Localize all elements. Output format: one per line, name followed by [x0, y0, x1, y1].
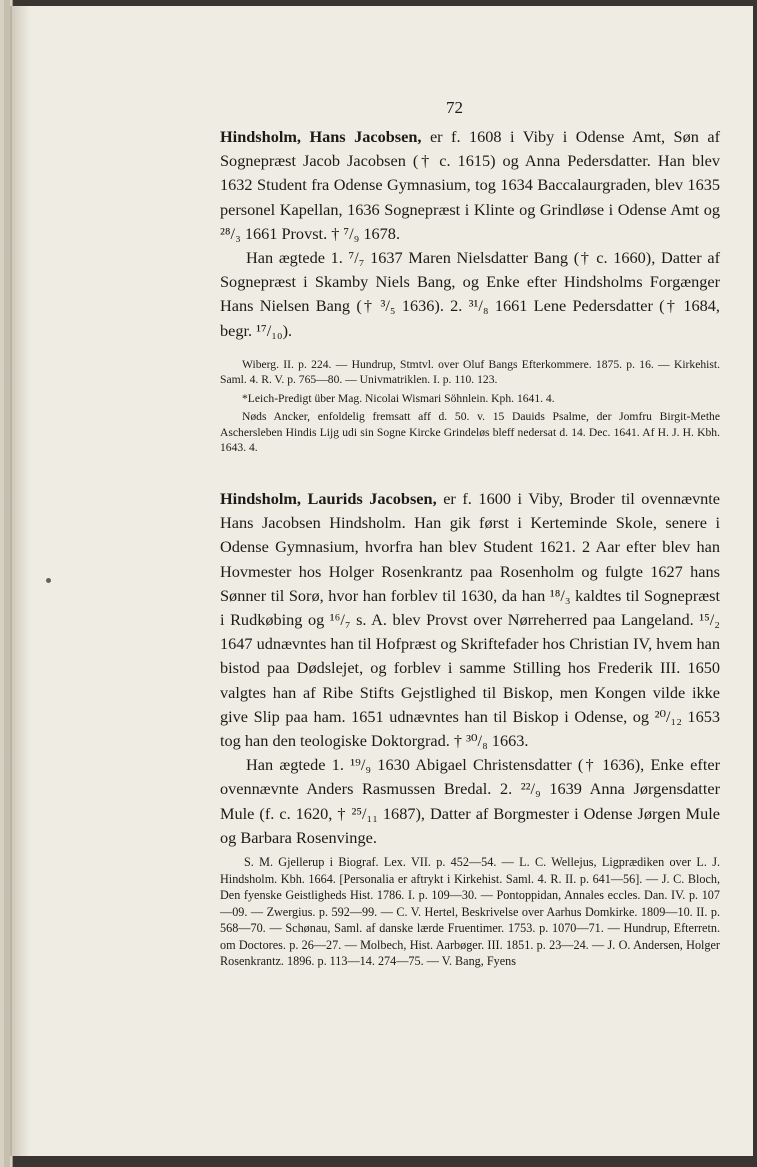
entry1-ref-1: Wiberg. II. p. 224. — Hundrup, Stmtvl. over Oluf Bangs Efterkommere. 1875. p. 16. — Kirkehist. Saml. 4. R. V. p. 765—80. — Univmatriklen. I. p. 110. 123.	[220, 358, 720, 387]
entry2-ref-1: S. M. Gjellerup i Biograf. Lex. VII. p. 452—54. — L. C. Wellejus, Ligprædiken over L. J. Hindsholm. Kbh. 1664. [Personalia er aftrykt i Kirkehist. Saml. 4. R. II. p. 641—56]. — J. C. Bloch, Den fyenske Geistligheds Hist. 1786. I. p. 109—30. — Pontoppidan, Annales eccles. Dan. IV. p. 107—09. — Zwergius. p. 592—99. — C. V. Hertel, Beskrivelse over Aarhus Domkirke. 1809—10. II. p. 568—70. — Schønau, Saml. af danske lærde Fruentimer. 1753. p. 1070—71. — Hundrup, Efterretn. om Doctores. p. 26—27. — Molbech, Hist. Aarbøger. III. 1851. p. 23—24. — J. O. Andersen, Holger Rosenkrantz. 1896. p. 113—14. 274—75. — V. Bang, Fyens	[220, 855, 720, 968]
entry1-marriage: Han ægtede 1. ⁷/₇ 1637 Maren Nielsdatter Bang († c. 1660), Datter af Sognepræst i Skamby Niels Bang, og Enke efter Hindsholms Forgænger Hans Nielsen Bang († ³/₅ 1636). 2. ³¹/₈ 1661 Lene Pedersdatter († 1684, begr. ¹⁷/₁₀).	[220, 248, 720, 340]
page-number: 72	[446, 98, 463, 117]
entry1-ref-2: *Leich-Predigt über Mag. Nicolai Wismari Söhnlein. Kph. 1641. 4.	[242, 391, 555, 405]
entry2-body: er f. 1600 i Viby, Broder til ovennævnte Hans Jacobsen Hindsholm. Han gik først i Kerteminde Skole, senere i Odense Gymnasium, hvorfra han blev Student 1621. 2 Aar efter blev han Hovmester hos Holger Rosenkrantz paa Rosenholm og fulgte 1627 hans Sønner til Sorø, hvor han forblev til 1630, da han ¹⁸/₃ kaldtes til Sognepræst i Rudkøbing og ¹⁶/₇ s. A. blev Provst over Nørreherred paa Langeland. ¹⁵/₂ 1647 udnævntes han til Hofpræst og Skriftefader hos Christian IV, hvem han bistod paa Dødslejet, og forblev i samme Stilling hos Frederik III. 1650 valgtes han af Ribe Stifts Gejstlighed til Biskop, men Kongen vilde ikke give Slip paa ham. 1651 udnævntes han til Biskop i Odense, og ²⁰/₁₂ 1653 tog han den teologiske Doktorgrad. † ³⁰/₈ 1663.	[220, 489, 720, 751]
entry1-heading: Hindsholm, Hans Jacobsen,	[220, 127, 422, 146]
entry2-references	[220, 854, 720, 972]
entry1-ref-3: Nøds Ancker, enfoldelig fremsatt aff d. 50. v. 15 Dauids Psalme, der Jomfru Birgit-Methe Aschersleben Hindis Lijg udi sin Sogne Kircke Grindeløs bleff nedersat d. 14. Dec. 1641. Af H. J. H. Kbh. 1643. 4.	[220, 410, 720, 455]
entry-laurids-jacobsen	[220, 487, 720, 850]
entry-hans-jacobsen	[220, 125, 720, 343]
entry1-references	[220, 357, 720, 458]
entry2-marriage: Han ægtede 1. ¹⁹/₉ 1630 Abigael Christensdatter († 1636), Enke efter ovennævnte Anders Rasmussen Bredal. 2. ²²/₉ 1639 Anna Jørgensdatter Mule (f. c. 1620, † ²⁵/₁₁ 1687), Datter af Borgmester i Odense Jørgen Mule og Barbara Rosenvinge.	[220, 755, 720, 847]
entry2-heading: Hindsholm, Laurids Jacobsen,	[220, 489, 437, 508]
margin-mark	[46, 578, 51, 583]
entry1-body: er f. 1608 i Viby i Odense Amt, Søn af Sognepræst Jacob Jacobsen († c. 1615) og Anna Pedersdatter. Han blev 1632 Student fra Odense Gymnasium, tog 1634 Baccalaurgraden, blev 1635 personel Kapellan, 1636 Sognepræst i Klinte og Grindløse i Odense Amt og ²⁸/₃ 1661 Provst. † ⁷/₉ 1678.	[220, 127, 720, 243]
